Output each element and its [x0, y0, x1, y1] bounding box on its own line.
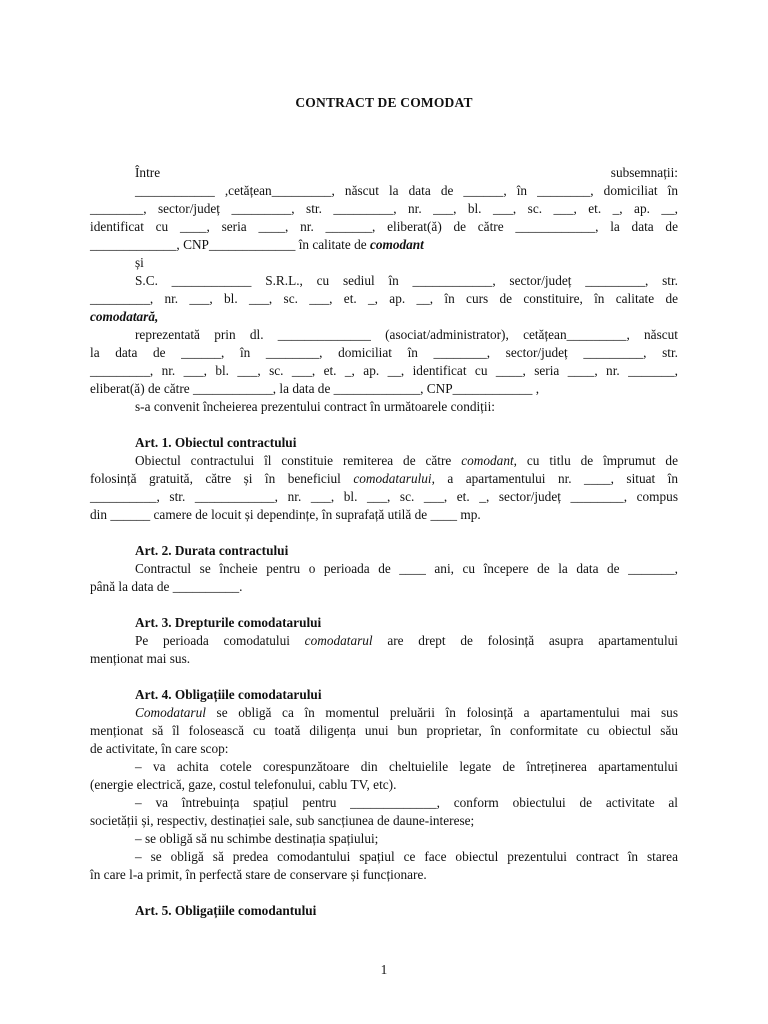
article-heading: Art. 1. Obiectul contractului [135, 435, 297, 450]
paragraph-gap [90, 416, 678, 434]
document-title: CONTRACT DE COMODAT [295, 95, 473, 110]
article-heading: Art. 5. Obligațiile comodantului [135, 903, 317, 918]
parties-line: ____________ ,cetățean_________, născut la data de ______, în ________, domiciliat în [135, 183, 678, 198]
paragraph-gap [90, 596, 678, 614]
parties-line: _____________, CNP_____________ în calitate de comodant [90, 237, 424, 252]
paragraph-gap [90, 668, 678, 686]
article-section [90, 434, 678, 524]
article-line: menționat mai sus. [90, 651, 191, 666]
article-line: – se obligă să nu schimbe destinația spațiului; [135, 831, 379, 846]
parties-line: ________, sector/județ _________, str. _________, nr. ___, bl. ___, sc. ___, et. _, ap. __, [90, 201, 678, 216]
article-line: în care l-a primit, în perfectă stare de conservare și funcționare. [90, 867, 427, 882]
paragraph-gap [90, 524, 678, 542]
parties-section [90, 164, 678, 416]
article-line: Contractul se încheie pentru o perioada de ____ ani, cu începere de la data de _______, [135, 561, 678, 576]
article-section [90, 686, 678, 884]
article-line: – se obligă să predea comodantului spațiul ce face obiectul prezentului contract în starea [135, 849, 678, 864]
document-body [90, 164, 678, 920]
article-line: Pe perioada comodatului comodatarul are drept de folosință asupra apartamentului [135, 633, 678, 648]
parties-line: identificat cu ____, seria ____, nr. _______, eliberat(ă) de către ____________, la data de [90, 219, 678, 234]
paragraph-gap [90, 884, 678, 902]
parties-line: _________, nr. ___, bl. ___, sc. ___, et. _, ap. __, identificat cu ____, seria ____, nr. _______, [90, 363, 678, 378]
article-section [90, 902, 678, 920]
article-line: societății și, respectiv, destinației sale, sub sancțiunea de daune-interese; [90, 813, 475, 828]
article-line: folosință gratuită, către și în beneficiul comodatarului, a apartamentului nr. ____, situat în [90, 471, 678, 486]
article-heading: Art. 4. Obligațiile comodatarului [135, 687, 322, 702]
parties-line: S.C. ____________ S.R.L., cu sediul în ____________, sector/județ _________, str. [135, 273, 678, 288]
parties-line: la data de ______, în ________, domiciliat în ________, sector/județ _________, str. [90, 345, 678, 360]
article-line: Obiectul contractului îl constituie remiterea de către comodant, cu titlu de împrumut de [135, 453, 678, 468]
parties-line: s-a convenit încheierea prezentului contract în următoarele condiții: [135, 399, 495, 414]
article-line: până la data de __________. [90, 579, 243, 594]
article-line: din ______ camere de locuit și dependințe, în suprafață utilă de ____ mp. [90, 507, 481, 522]
parties-line: reprezentată prin dl. ______________ (asociat/administrator), cetățean_________, născut [135, 327, 678, 342]
article-line: – va întrebuința spațiul pentru _____________, conform obiectului de activitate al [135, 795, 678, 810]
article-line: menționat să îl folosească cu toată diligența unui bun proprietar, în conformitate cu obiectul său [90, 723, 678, 738]
parties-line: eliberat(ă) de către ____________, la data de _____________, CNP____________ , [90, 381, 540, 396]
article-heading: Art. 3. Drepturile comodatarului [135, 615, 322, 630]
article-line: de activitate, în care scop: [90, 741, 229, 756]
page-number: 1 [380, 962, 388, 977]
article-section [90, 614, 678, 668]
article-section [90, 542, 678, 596]
article-line: __________, str. ____________, nr. ___, bl. ___, sc. ___, et. _, sector/județ ________, compus [90, 489, 678, 504]
article-line: (energie electrică, gaze, costul telefonului, cablu TV, etc). [90, 777, 397, 792]
parties-line: și [135, 255, 144, 270]
parties-line: comodatară, [90, 309, 159, 324]
article-heading: Art. 2. Durata contractului [135, 543, 289, 558]
parties-line: Între subsemnații: [135, 165, 678, 180]
parties-line: _________, nr. ___, bl. ___, sc. ___, et. _, ap. __, în curs de constituire, în calitate de [90, 291, 678, 306]
article-line: Comodatarul se obligă ca în momentul preluării în folosință a apartamentului mai sus [135, 705, 678, 720]
article-line: – va achita cotele corespunzătoare din cheltuielile legate de întreținerea apartamentului [135, 759, 678, 774]
